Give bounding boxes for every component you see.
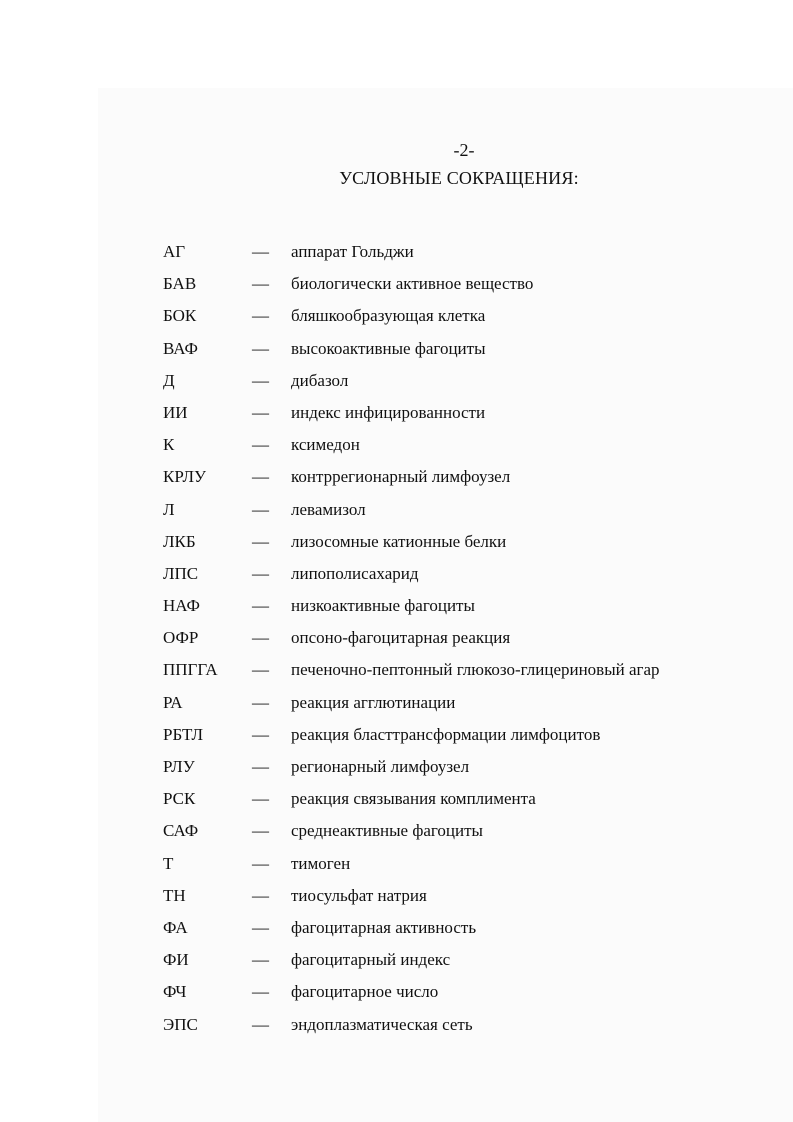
dash-separator: — bbox=[252, 950, 269, 970]
abbreviation-meaning: лизосомные катионные белки bbox=[291, 531, 507, 551]
abbreviation-meaning: аппарат Гольджи bbox=[291, 242, 414, 261]
dash-separator: — bbox=[252, 242, 269, 261]
dash-separator: — bbox=[252, 274, 269, 294]
dash-separator: — bbox=[252, 628, 269, 648]
dash-separator: — bbox=[252, 789, 269, 809]
abbreviation: К bbox=[163, 435, 175, 455]
abbreviation: Д bbox=[163, 370, 175, 390]
abbreviation: ЛПС bbox=[163, 563, 199, 583]
abbreviation-meaning: эндоплазматическая сеть bbox=[291, 1014, 473, 1034]
abbreviation: АГ bbox=[163, 242, 186, 261]
abbreviation: ФЧ bbox=[163, 982, 187, 1002]
abbreviation-meaning: тимоген bbox=[291, 853, 351, 873]
abbreviation-meaning: биологически активное вещество bbox=[291, 274, 534, 294]
abbreviation-meaning: фагоцитарное число bbox=[291, 982, 439, 1002]
abbreviation-meaning: тиосульфат натрия bbox=[291, 885, 427, 905]
dash-separator: — bbox=[252, 338, 269, 358]
abbreviation: РБТЛ bbox=[163, 724, 204, 744]
dash-separator: — bbox=[252, 531, 269, 551]
abbreviation: ЛКБ bbox=[163, 531, 196, 551]
abbreviation: ВАФ bbox=[163, 338, 198, 358]
dash-separator: — bbox=[252, 982, 269, 1002]
dash-separator: — bbox=[252, 1014, 269, 1034]
abbreviation-meaning: среднеактивные фагоциты bbox=[291, 821, 483, 841]
abbreviation: БАВ bbox=[163, 274, 197, 294]
abbreviation-meaning: бляшкообразующая клетка bbox=[291, 306, 486, 326]
abbreviation-meaning: высокоактивные фагоциты bbox=[291, 338, 486, 358]
abbreviation: НАФ bbox=[163, 596, 200, 616]
abbreviation-meaning: реакция связывания комплимента bbox=[291, 789, 536, 809]
abbreviation-meaning: дибазол bbox=[291, 370, 349, 390]
abbreviation-meaning: индекс инфицированности bbox=[291, 402, 486, 422]
page-number: -2- bbox=[453, 140, 475, 160]
dash-separator: — bbox=[252, 660, 269, 680]
abbreviation: САФ bbox=[163, 821, 199, 841]
dash-separator: — bbox=[252, 467, 269, 487]
abbreviation-meaning: реакция агглютинации bbox=[291, 692, 456, 712]
dash-separator: — bbox=[252, 370, 269, 390]
abbreviation: РСК bbox=[163, 789, 196, 809]
dash-separator: — bbox=[252, 563, 269, 583]
dash-separator: — bbox=[252, 435, 269, 455]
abbreviation-meaning: фагоцитарная активность bbox=[291, 917, 477, 937]
abbreviation: Т bbox=[163, 853, 174, 873]
dash-separator: — bbox=[252, 402, 269, 422]
abbreviation: ФА bbox=[163, 917, 188, 937]
dash-separator: — bbox=[252, 724, 269, 744]
dash-separator: — bbox=[252, 692, 269, 712]
dash-separator: — bbox=[252, 885, 269, 905]
abbreviation: ИИ bbox=[163, 402, 188, 422]
abbreviation-meaning: контррегионарный лимфоузел bbox=[291, 467, 511, 487]
dash-separator: — bbox=[252, 821, 269, 841]
dash-separator: — bbox=[252, 853, 269, 873]
abbreviation: ФИ bbox=[163, 950, 189, 970]
abbreviation-meaning: опсоно-фагоцитарная реакция bbox=[291, 628, 511, 648]
abbreviation-meaning: ксимедон bbox=[291, 435, 360, 455]
page-title: УСЛОВНЫЕ СОКРАЩЕНИЯ: bbox=[339, 168, 579, 188]
abbreviation: РЛУ bbox=[163, 757, 195, 776]
dash-separator: — bbox=[252, 306, 269, 326]
dash-separator: — bbox=[252, 917, 269, 937]
abbreviation: Л bbox=[163, 499, 175, 519]
abbreviation: БОК bbox=[163, 306, 197, 326]
abbreviation: ЭПС bbox=[163, 1014, 198, 1034]
dash-separator: — bbox=[252, 596, 269, 616]
abbreviation: ППГГА bbox=[163, 660, 218, 680]
abbreviation-meaning: реакция бласттрансформации лимфоцитов bbox=[291, 724, 601, 744]
abbreviation-meaning: печеночно-пептонный глюкозо-глицериновый агар bbox=[291, 660, 660, 680]
dash-separator: — bbox=[252, 499, 269, 519]
abbreviation: ТН bbox=[163, 885, 186, 905]
abbreviation-meaning: низкоактивные фагоциты bbox=[291, 596, 475, 616]
abbreviation: КРЛУ bbox=[163, 467, 207, 487]
abbreviation-meaning: левамизол bbox=[291, 499, 366, 519]
abbreviation-meaning: липополисахарид bbox=[291, 563, 419, 583]
abbreviation: ОФР bbox=[163, 628, 199, 648]
abbreviation-meaning: фагоцитарный индекс bbox=[291, 950, 451, 970]
abbreviation: РА bbox=[163, 692, 183, 712]
abbreviation-meaning: регионарный лимфоузел bbox=[291, 757, 470, 776]
dash-separator: — bbox=[252, 757, 269, 776]
